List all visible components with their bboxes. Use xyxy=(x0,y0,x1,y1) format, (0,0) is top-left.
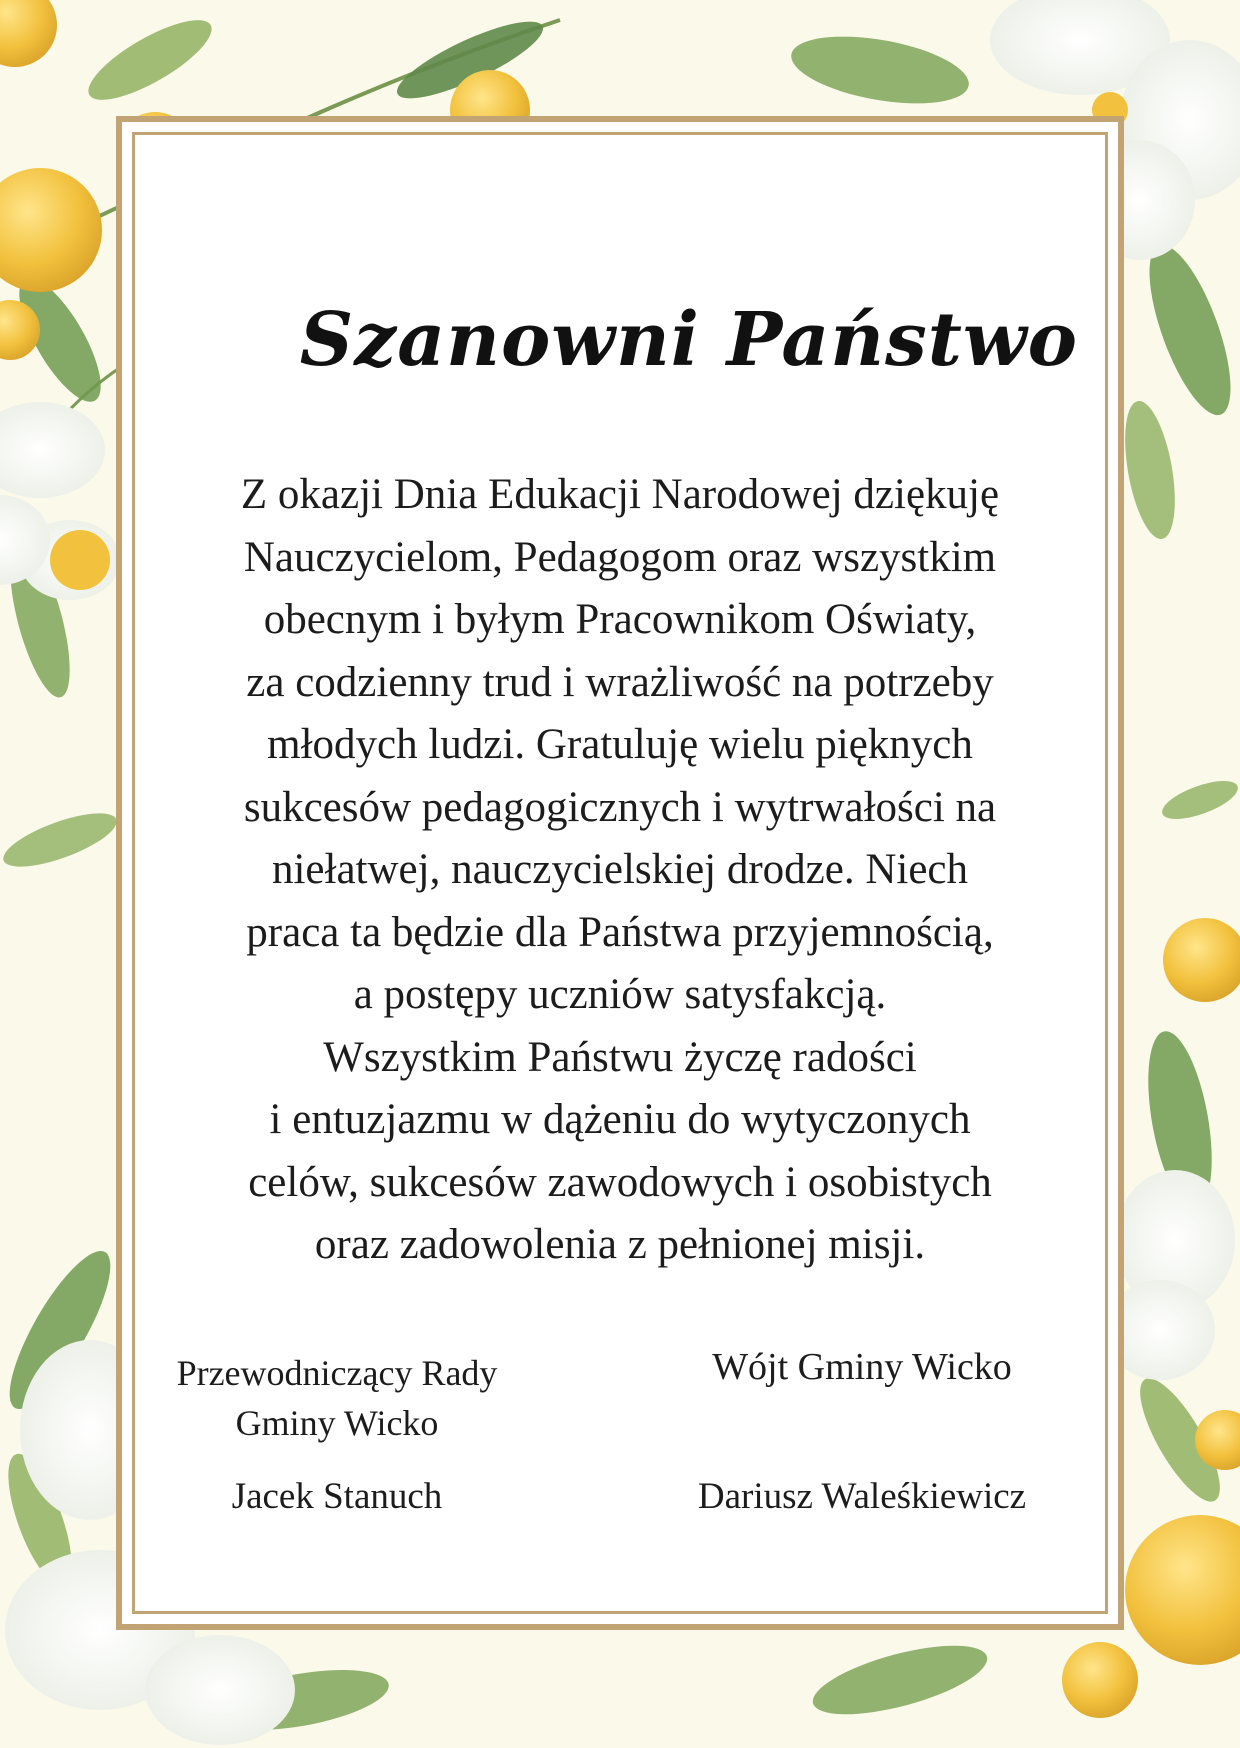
signature-name-left: Jacek Stanuch xyxy=(231,1476,443,1517)
signature-mayor xyxy=(662,1342,1062,1392)
yellow-berry-icon xyxy=(1163,918,1240,1002)
message-line: Z okazji Dnia Edukacji Narodowej dziękuję xyxy=(240,471,1000,518)
leaf-icon xyxy=(1158,773,1240,827)
message-line: Nauczycielom, Pedagogom oraz wszystkim xyxy=(243,533,997,581)
signature-role: Wójt Gminy Wicko xyxy=(712,1346,1012,1388)
message-line: sukcesów pedagogicznych i wytrwałości na xyxy=(243,783,997,831)
role-line: Gminy Wicko xyxy=(235,1403,439,1443)
signature-name-right: Dariusz Waleśkiewicz xyxy=(697,1476,1027,1517)
yellow-berry-icon xyxy=(0,168,102,292)
message-line: obecnym i byłym Pracownikom Oświaty, xyxy=(263,596,977,643)
signature-council-chair xyxy=(152,1348,522,1448)
leaf-icon xyxy=(78,6,221,114)
signature-role xyxy=(152,1348,522,1448)
leaf-icon xyxy=(0,803,123,878)
message-line: praca ta będzie dla Państwa przyjemnością, xyxy=(246,908,994,956)
message-line: Wszystkim Państwu życzę radości xyxy=(323,1033,917,1081)
greeting-message xyxy=(152,464,1088,1277)
message-line: i entuzjazmu w dążeniu do wytyczonych xyxy=(269,1096,971,1143)
leaf-icon xyxy=(1116,397,1184,543)
page-title: Szanowni Państwo xyxy=(299,297,1078,383)
leaf-icon xyxy=(1133,236,1240,424)
white-flower-icon xyxy=(0,402,120,600)
role-line: Przewodniczący Rady xyxy=(176,1353,498,1393)
message-line: młodych ludzi. Gratuluję wielu pięknych xyxy=(267,721,973,768)
yellow-berry-icon xyxy=(1125,1515,1240,1665)
yellow-berry-icon xyxy=(1062,1642,1138,1718)
greeting-card-frame xyxy=(116,116,1124,1630)
message-line: za codzienny trud i wrażliwość na potrzeby xyxy=(246,658,994,706)
message-line: a postępy uczniów satysfakcją. xyxy=(353,971,887,1018)
leaf-icon xyxy=(786,25,974,115)
yellow-berry-icon xyxy=(0,0,57,67)
message-line: oraz zadowolenia z pełnionej misji. xyxy=(314,1221,926,1268)
message-line: celów, sukcesów zawodowych i osobistych xyxy=(248,1158,992,1206)
white-flower-icon xyxy=(1105,1170,1235,1380)
leaf-icon xyxy=(806,1632,993,1729)
message-line: niełatwej, nauczycielskiej drodze. Niech xyxy=(271,846,969,893)
